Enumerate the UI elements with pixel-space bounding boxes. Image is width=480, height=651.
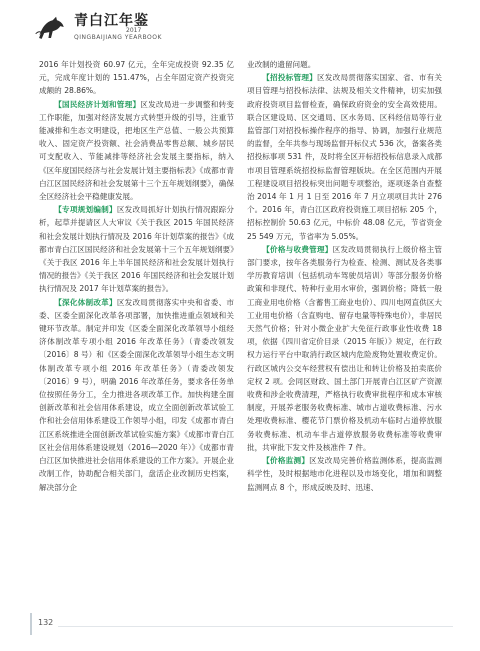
section-planning (39, 203, 234, 295)
paragraph-intro: 2016 年计划投资 60.97 亿元，全年完成投资 92.35 亿元，完成年度计划的 151.47%，占全年固定资产投资完成额的 28.86%。 (39, 60, 234, 96)
section-text: 区发改局完善价格监测体系，提高监测科学性，及时根据地市化进程以及市场变化，增加和调整监测网点 8 个，形成反映及时、迅速、 (247, 456, 442, 492)
right-column (247, 58, 442, 494)
section-price-monitoring (247, 454, 442, 494)
paragraph-continued: 业改制的遗留问题。 (247, 60, 316, 69)
page-number: 132 (38, 618, 54, 627)
footer-accent (30, 613, 32, 635)
section-tag: 【价格与收费管理】 (262, 244, 333, 254)
section-text: 区发改局贯彻落实中央和省委、市委、区委全面深化改革各项部署，加快推进重点领域和关键环节改革。制定并印发《区委全面深化改革领导小组经济体制改革专项小组 2016 年改革任务》（青委改领发〔2016〕8 号）和《区委全面深化改革领导小组生态文明体制改革专项小组 2016 年改革任务》（青委改领发〔2016〕9 号），明确 2016 年改革任务，要求各任务单位按照任务分工，全力推进各项改革工作。加快构建全面创新改革和社会信用体系建设，成立全面创新改革试验工作和社会信用体系建设工作领导小组，印发《成都市青白江区系统推进全面创新改革试验实施方案》《成都市青白江区社会信用体系建设规划（2016—2020 年）》《成都市青白江区加快推进社会信用体系建设的工作方案》。开展企业改制工作，协助配合相关部门，盘活企业改制历史档案，解决部分企 (39, 297, 234, 492)
section-pricing (247, 243, 442, 454)
yearbook-subtitle: QINGBAIJIANG YEARBOOK (74, 34, 162, 41)
page-header (34, 6, 454, 52)
section-tag: 【深化体制改革】 (54, 297, 117, 307)
section-text: 区发改局进一步调整和转变工作职能，加强对经济发展方式转型升级的引导，注重节能减排和生态文明建设，把地区生产总值、一般公共预算收入、固定资产投资额、社会消费品零售总额、城乡居民可支配收入、节能减排等经济社会发展主要指标，纳入《区年度国民经济与社会发展计划主要指标表》《成都市青白江区国民经济和社会发展第十三个五年规划纲要》，确保全区经济社会平稳健康发展。 (39, 99, 234, 202)
section-text: 区发改局贯彻执行上级价格主管部门要求，按年各类服务行为检查、检测、测试及各类事学历教育培训（包括机动车驾驶员培训）等部分服务价格政策和非现代、特种行业用水审价，强调价格；降低一般工商业用电价格（含蓄售工商业电价）、四川电网直供区大工业用电价格（含直购电、留存电量等特殊电价），非居民天然气价格；针对小微企业扩大免征行政事业性收费 18 项，依据《四川省定价目录（2015 年版）》规定，在行政权力运行平台中取消行政区城内危险废物处置收费定价。行政区城内公交车经营权有偿出让和转让价格及拍卖底价定权 2 项。会同区财政、国土部门开展青白江区矿产资源收费和涉企收费清理，严格执行收费审批程序和成本审核制度，开展养老服务收费标准、城市占道收费标准、污水处理收费标准、樱花节门票价格及机动车临时占道停放服务收费标准、机动车非占道停放服务收费标准等收费审批，共审批下发文件及核准件 7 件。 (247, 244, 442, 452)
section-text: 区发改局贯彻落实国家、省、市有关项目管理与招投标法律、法规及相关文件精神，切实加强政府投资项目监督检查，确保政府资金的安全高效使用。联合区建设局、区交通局、区水务局、区科经信局等行业监管部门对招投标操作程序的指导、协调，加强行业规范的监督，全年共参与现场监督开标仪式 536 次，备案各类招投标事项 531 件，及时将全区开标招投标信息录入成都市项目管理系统招投标监督管理版块。在全区范围内开展工程建设项目招投标突出问题专项整治，逐项逐条自查整治 2014 年 1 月 1 日至 2016 年 7 月立项项目共计 276 个。2016 年，青白江区政府投资施工项目招标 205 个，招标控制价 50.63 亿元，中标价 48.08 亿元，节省资金 25 549 万元，节省率为 5.05%。 (247, 73, 442, 241)
section-tag: 【专项规划编制】 (54, 205, 117, 215)
section-tag: 【价格监测】 (262, 456, 310, 466)
section-bidding (247, 71, 442, 243)
section-text: 区发改局抓好计划执行情况跟踪分析，起草并提请区人大审议《关于我区 2015 年国民经济和社会发展计划执行情况及 2016 年计划草案的报告》《成都市青白江区国民经济和社会发展第十三个五年规划纲要》《关于我区 2016 年上半年国民经济和社会发展计划执行情况的报告》《关于我区 2016 年国民经济和社会发展计划执行情况及 2017 年计划草案的报告》。 (39, 205, 235, 294)
section-plan-management (39, 98, 234, 204)
section-reform (39, 296, 234, 494)
yearbook-title: 青白江年鉴 (74, 13, 149, 29)
yearbook-year: 2017 (126, 27, 142, 34)
horse-logo-icon (34, 10, 68, 44)
section-tag: 【国民经济计划和管理】 (54, 99, 141, 109)
section-tag: 【招投标管理】 (262, 73, 317, 83)
footer-divider (58, 626, 453, 627)
left-column (39, 58, 234, 494)
